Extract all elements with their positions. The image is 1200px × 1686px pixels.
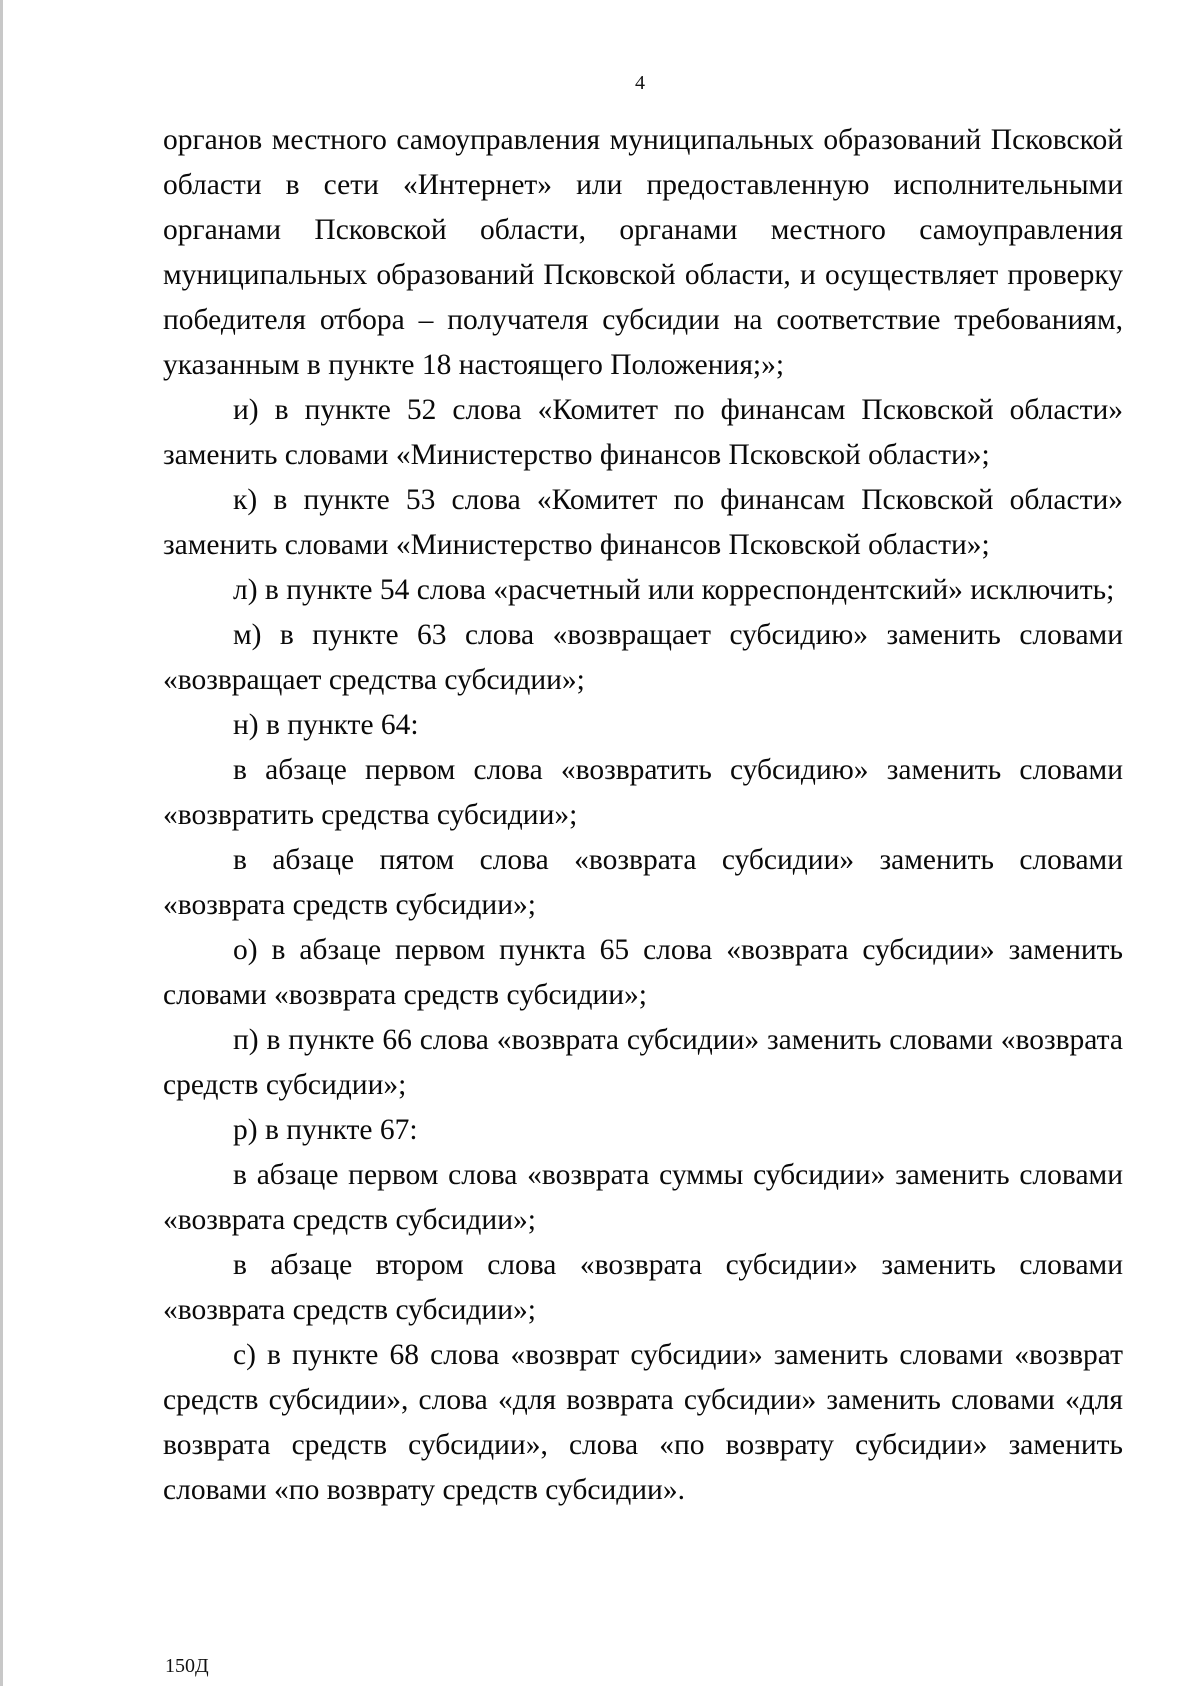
scan-edge (0, 0, 3, 1686)
document-body (163, 118, 1123, 1513)
paragraph-item-i: и) в пункте 52 слова «Комитет по финансам Псковской области» заменить словами «Министерство финансов Псковской области»; (163, 394, 1123, 471)
paragraph-item-o: о) в абзаце первом пункта 65 слова «возврата субсидии» заменить словами «возврата средств субсидии»; (163, 934, 1123, 1011)
paragraph-item-n-abzac-1: в абзаце первом слова «возвратить субсидию» заменить словами «возвратить средства субсидии»; (163, 754, 1123, 831)
page-number: 4 (635, 72, 645, 94)
paragraph-item-n: н) в пункте 64: (233, 709, 419, 741)
paragraph-item-r-abzac-1: в абзаце первом слова «возврата суммы субсидии» заменить словами «возврата средств субсидии»; (163, 1159, 1123, 1236)
paragraph-item-m: м) в пункте 63 слова «возвращает субсидию» заменить словами «возвращает средства субсидии»; (163, 619, 1123, 696)
paragraph-item-l: л) в пункте 54 слова «расчетный или корреспондентский» исключить; (233, 574, 1115, 606)
paragraph-item-s: с) в пункте 68 слова «возврат субсидии» заменить словами «возврат средств субсидии», слова «для возврата субсидии» заменить словами «для возврата средств субсидии», слова «по возврату субсидии» заменить словами «по возврату средств субсидии». (163, 1339, 1123, 1506)
paragraph-item-r-abzac-2: в абзаце втором слова «возврата субсидии» заменить словами «возврата средств субсидии»; (163, 1249, 1123, 1326)
paragraph-item-k: к) в пункте 53 слова «Комитет по финансам Псковской области» заменить словами «Министерство финансов Псковской области»; (163, 484, 1123, 561)
paragraph-item-r: р) в пункте 67: (233, 1114, 418, 1146)
paragraph-continuation: органов местного самоуправления муниципальных образований Псковской области в сети «Интернет» или предоставленную исполнительными органами Псковской области, органами местного самоуправления муниципальных образований Псковской области, и осуществляет проверку победителя отбора – получателя субсидии на соответствие требованиям, указанным в пункте 18 настоящего Положения;»; (163, 124, 1123, 381)
footer-document-code: 150Д (165, 1655, 209, 1677)
paragraph-item-p: п) в пункте 66 слова «возврата субсидии» заменить словами «возврата средств субсидии»; (163, 1024, 1123, 1101)
paragraph-item-n-abzac-5: в абзаце пятом слова «возврата субсидии» заменить словами «возврата средств субсидии»; (163, 844, 1123, 921)
